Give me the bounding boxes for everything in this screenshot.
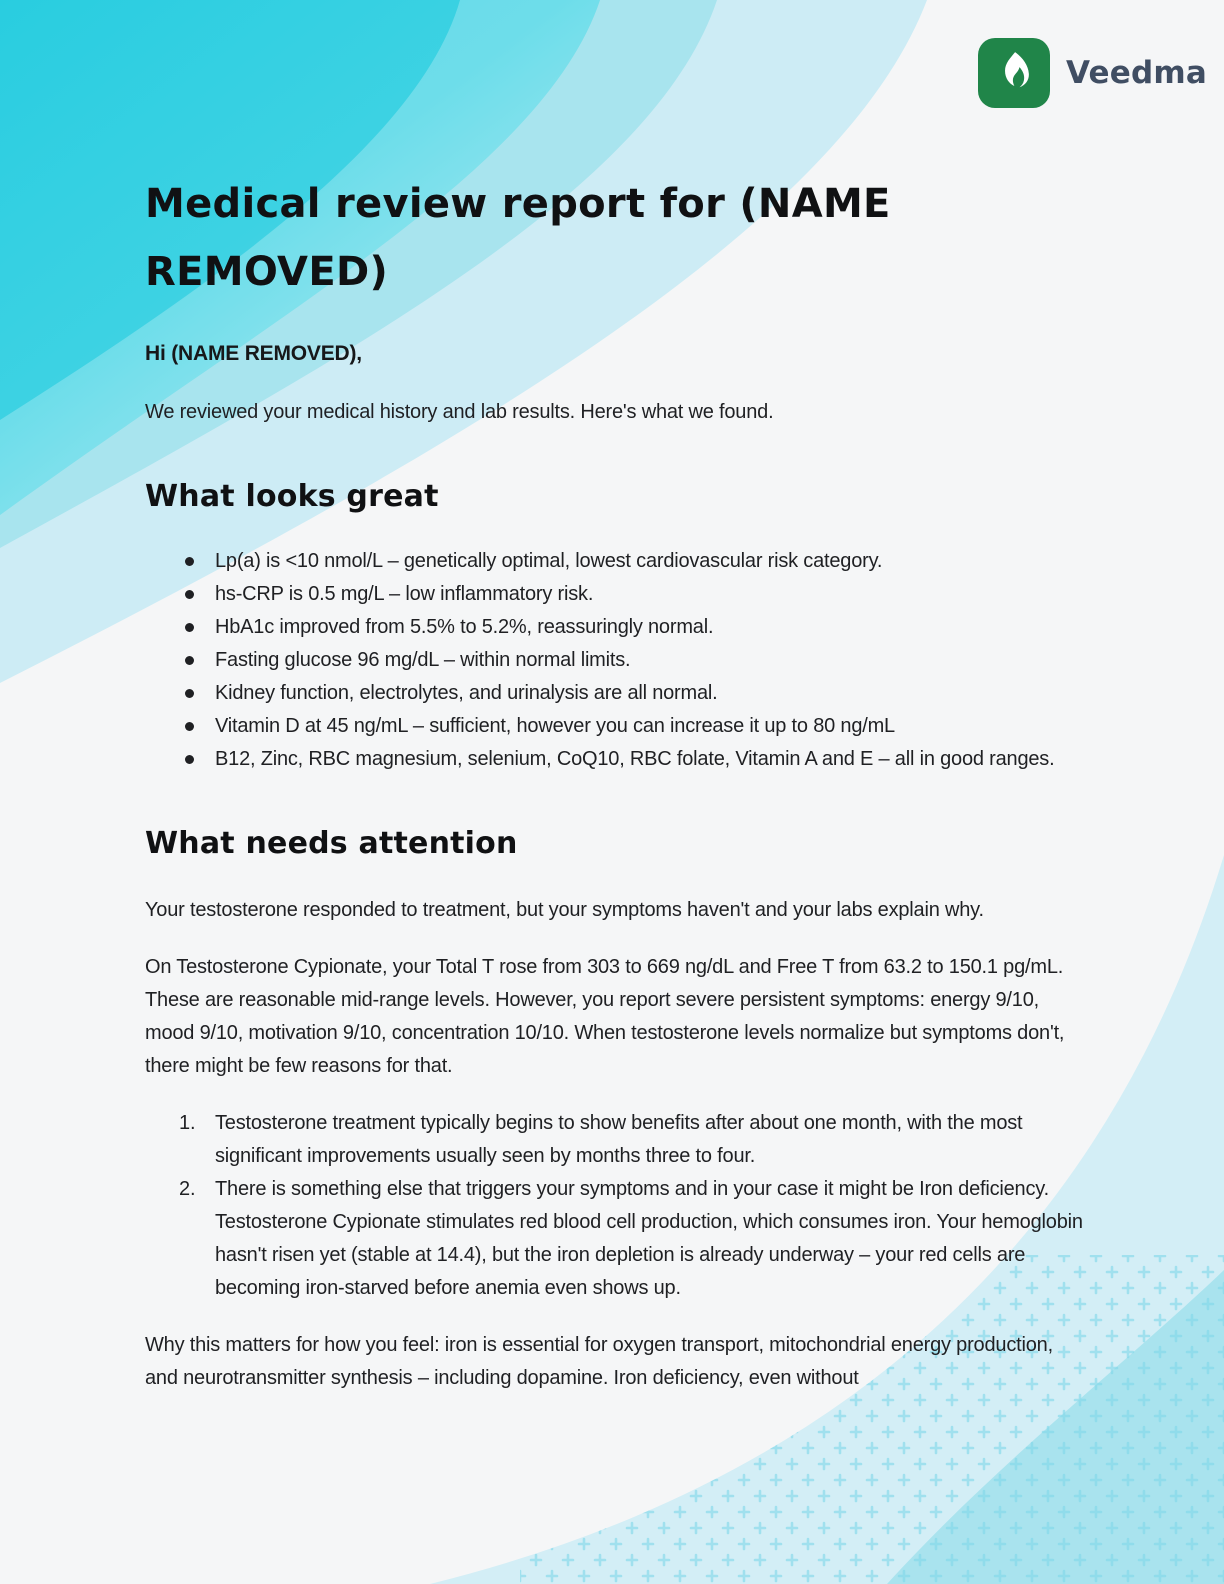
looks-great-list: [145, 545, 1090, 776]
list-item: HbA1c improved from 5.5% to 5.2%, reassuringly normal.: [215, 611, 1090, 644]
flame-icon: [978, 38, 1050, 108]
page-title-line1: Medical review report for (NAME: [145, 181, 891, 227]
page-title: [145, 170, 1090, 306]
section-heading-what-looks-great: What looks great: [145, 479, 439, 514]
attention-paragraph-2: On Testosterone Cypionate, your Total T rose from 303 to 669 ng/dL and Free T from 63.2 to 150.1 pg/mL. These are reasonable mid-range levels. However, you report severe persistent symptoms: energy 9/10, mood 9/10, motivation 9/10, concentration 10/10. When testosterone levels normalize but symptoms don't, there might be few reasons for that.: [145, 956, 1065, 1077]
numbered-item: There is something else that triggers your symptoms and in your case it might be Iron deficiency. Testosterone Cypionate stimulates red blood cell production, which consumes iron. Your hemoglobin hasn't risen yet (stable at 14.4), but the iron depletion is already underway – your red cells are becoming iron-starved before anemia even shows up.: [215, 1178, 1083, 1299]
attention-numbered-list: [145, 1107, 1090, 1305]
list-item: Vitamin D at 45 ng/mL – sufficient, however you can increase it up to 80 ng/mL: [215, 710, 1090, 743]
list-item: hs-CRP is 0.5 mg/L – low inflammatory risk.: [215, 578, 1090, 611]
attention-paragraph-1: Your testosterone responded to treatment, but your symptoms haven't and your labs explain why.: [145, 899, 984, 921]
list-item: Lp(a) is <10 nmol/L – genetically optimal, lowest cardiovascular risk category.: [215, 545, 1090, 578]
greeting: Hi (NAME REMOVED),: [145, 342, 362, 365]
brand-name: Veedma: [1066, 55, 1207, 91]
attention-paragraph-3: Why this matters for how you feel: iron is essential for oxygen transport, mitochondrial energy production, and neurotransmitter synthesis – including dopamine. Iron deficiency, even without: [145, 1334, 1053, 1389]
intro-paragraph: We reviewed your medical history and lab results. Here's what we found.: [145, 401, 774, 423]
list-item: Kidney function, electrolytes, and urinalysis are all normal.: [215, 677, 1090, 710]
list-item: Fasting glucose 96 mg/dL – within normal limits.: [215, 644, 1090, 677]
page-title-line2: REMOVED): [145, 249, 389, 295]
list-item: B12, Zinc, RBC magnesium, selenium, CoQ10, RBC folate, Vitamin A and E – all in good ranges.: [215, 743, 1090, 776]
section-heading-what-needs-attention: What needs attention: [145, 826, 518, 861]
numbered-item: Testosterone treatment typically begins to show benefits after about one month, with the most significant improvements usually seen by months three to four.: [215, 1112, 1023, 1167]
brand-logo: [978, 38, 1207, 108]
report-content: [145, 0, 1090, 1395]
